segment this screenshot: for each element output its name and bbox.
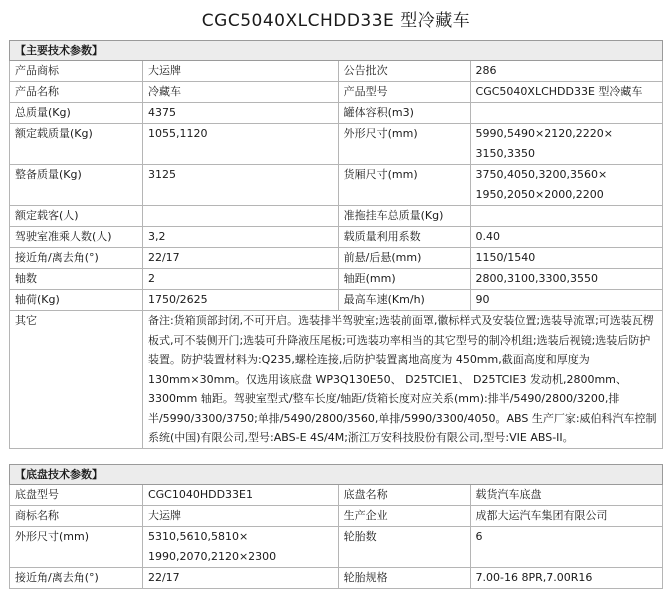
table-row xyxy=(10,506,663,527)
spec-value: 4375 xyxy=(142,103,338,124)
spec-value xyxy=(142,206,338,227)
spec-label: 公告批次 xyxy=(338,61,470,82)
spec-label: 罐体容积(m3) xyxy=(338,103,470,124)
spec-label: 整备质量(Kg) xyxy=(10,165,143,206)
table-row xyxy=(10,103,663,124)
main-section-header: 【主要技术参数】 xyxy=(10,41,663,61)
spec-value: 286 xyxy=(470,61,662,82)
spec-label: 最高车速(Km/h) xyxy=(338,290,470,311)
spec-label: 轴数 xyxy=(10,269,143,290)
spec-value: 5990,5490×2120,2220× 3150,3350 xyxy=(470,124,662,165)
spec-value: 1150/1540 xyxy=(470,248,662,269)
spec-value: 大运牌 xyxy=(142,506,338,527)
spec-label: 商标名称 xyxy=(10,506,143,527)
table-row xyxy=(10,165,663,206)
table-row xyxy=(10,227,663,248)
table-row xyxy=(10,248,663,269)
spec-value: 3125 xyxy=(142,165,338,206)
table-row xyxy=(10,485,663,506)
spec-value: 成都大运汽车集团有限公司 xyxy=(470,506,662,527)
spec-value: 1055,1120 xyxy=(142,124,338,165)
table-row xyxy=(10,568,663,589)
spec-label: 货厢尺寸(mm) xyxy=(338,165,470,206)
spec-label: 轮胎规格 xyxy=(338,568,470,589)
spec-label: 底盘型号 xyxy=(10,485,143,506)
table-row xyxy=(10,269,663,290)
table-row xyxy=(10,82,663,103)
table-row xyxy=(10,61,663,82)
spec-label: 底盘名称 xyxy=(338,485,470,506)
spec-value: 冷藏车 xyxy=(142,82,338,103)
spec-value: 22/17 xyxy=(142,568,338,589)
spec-label: 外形尺寸(mm) xyxy=(10,527,143,568)
spec-label: 准拖挂车总质量(Kg) xyxy=(338,206,470,227)
spec-value xyxy=(470,206,662,227)
page-title: CGC5040XLCHDD33E 型冷藏车 xyxy=(201,11,471,31)
spec-value: 22/17 xyxy=(142,248,338,269)
chassis-spec-table xyxy=(9,464,663,589)
spec-value: 0.40 xyxy=(470,227,662,248)
spec-label: 前悬/后悬(mm) xyxy=(338,248,470,269)
spec-value: 7.00-16 8PR,7.00R16 xyxy=(470,568,662,589)
spec-value: 2800,3100,3300,3550 xyxy=(470,269,662,290)
chassis-section-header: 【底盘技术参数】 xyxy=(10,465,663,485)
spec-value: 1750/2625 xyxy=(142,290,338,311)
spec-value: 载货汽车底盘 xyxy=(470,485,662,506)
spec-value: CGC1040HDD33E1 xyxy=(142,485,338,506)
table-row xyxy=(10,124,663,165)
spec-value: 3,2 xyxy=(142,227,338,248)
table-row xyxy=(10,206,663,227)
spec-label: 轮胎数 xyxy=(338,527,470,568)
spec-label: 驾驶室准乘人数(人) xyxy=(10,227,143,248)
spec-label: 接近角/离去角(°) xyxy=(10,248,143,269)
spec-label: 额定载客(人) xyxy=(10,206,143,227)
spec-value: 6 xyxy=(470,527,662,568)
spec-value: 5310,5610,5810× 1990,2070,2120×2300 xyxy=(142,527,338,568)
table-row xyxy=(10,527,663,568)
spec-label: 轴荷(Kg) xyxy=(10,290,143,311)
spec-label: 载质量利用系数 xyxy=(338,227,470,248)
spec-label: 外形尺寸(mm) xyxy=(338,124,470,165)
table-row xyxy=(10,290,663,311)
spec-label: 产品名称 xyxy=(10,82,143,103)
spec-label: 产品商标 xyxy=(10,61,143,82)
spec-value: 3750,4050,3200,3560× 1950,2050×2000,2200 xyxy=(470,165,662,206)
spec-value: 2 xyxy=(142,269,338,290)
spec-label: 接近角/离去角(°) xyxy=(10,568,143,589)
notes-text: 备注:货箱顶部封闭,不可开启。选装排半驾驶室;选装前面罩,徽标样式及安装位置;选装导流罩;可选装瓦楞板式,可不装侧开门;选装可升降液压尾板;可选装功率相当的其它型号的制冷机组;选装后视镜;选装后防护装置。防护装置材料为:Q235,螺栓连接,后防护装置离地高度为 450mm,截面高度和厚度为 130mm×30mm。仅选用该底盘 WP3Q130E50、 D25TCIE1、 D25TCIE3 发动机,2800mm、3300mm 轴距。驾驶室型式/整车长度/轴距/货箱长度对应关系(mm):排半/5490/2800/3200,排半/5990/3300/3750;单排/5490/2800/3560,单排/5990/3300/4050。ABS 生产厂家:威伯科汽车控制系统(中国)有限公司,型号:ABS-E 4S/4M;浙江万安科技股份有限公司,型号:VIE ABS-II。 xyxy=(142,311,662,449)
spec-label: 总质量(Kg) xyxy=(10,103,143,124)
spec-label: 轴距(mm) xyxy=(338,269,470,290)
spec-label: 额定载质量(Kg) xyxy=(10,124,143,165)
spec-value: CGC5040XLCHDD33E 型冷藏车 xyxy=(470,82,662,103)
spec-label: 生产企业 xyxy=(338,506,470,527)
main-spec-table xyxy=(9,40,663,449)
notes-label: 其它 xyxy=(10,311,143,449)
spec-value: 大运牌 xyxy=(142,61,338,82)
spec-label: 产品型号 xyxy=(338,82,470,103)
spec-value xyxy=(470,103,662,124)
notes-row xyxy=(10,311,663,449)
spec-value: 90 xyxy=(470,290,662,311)
